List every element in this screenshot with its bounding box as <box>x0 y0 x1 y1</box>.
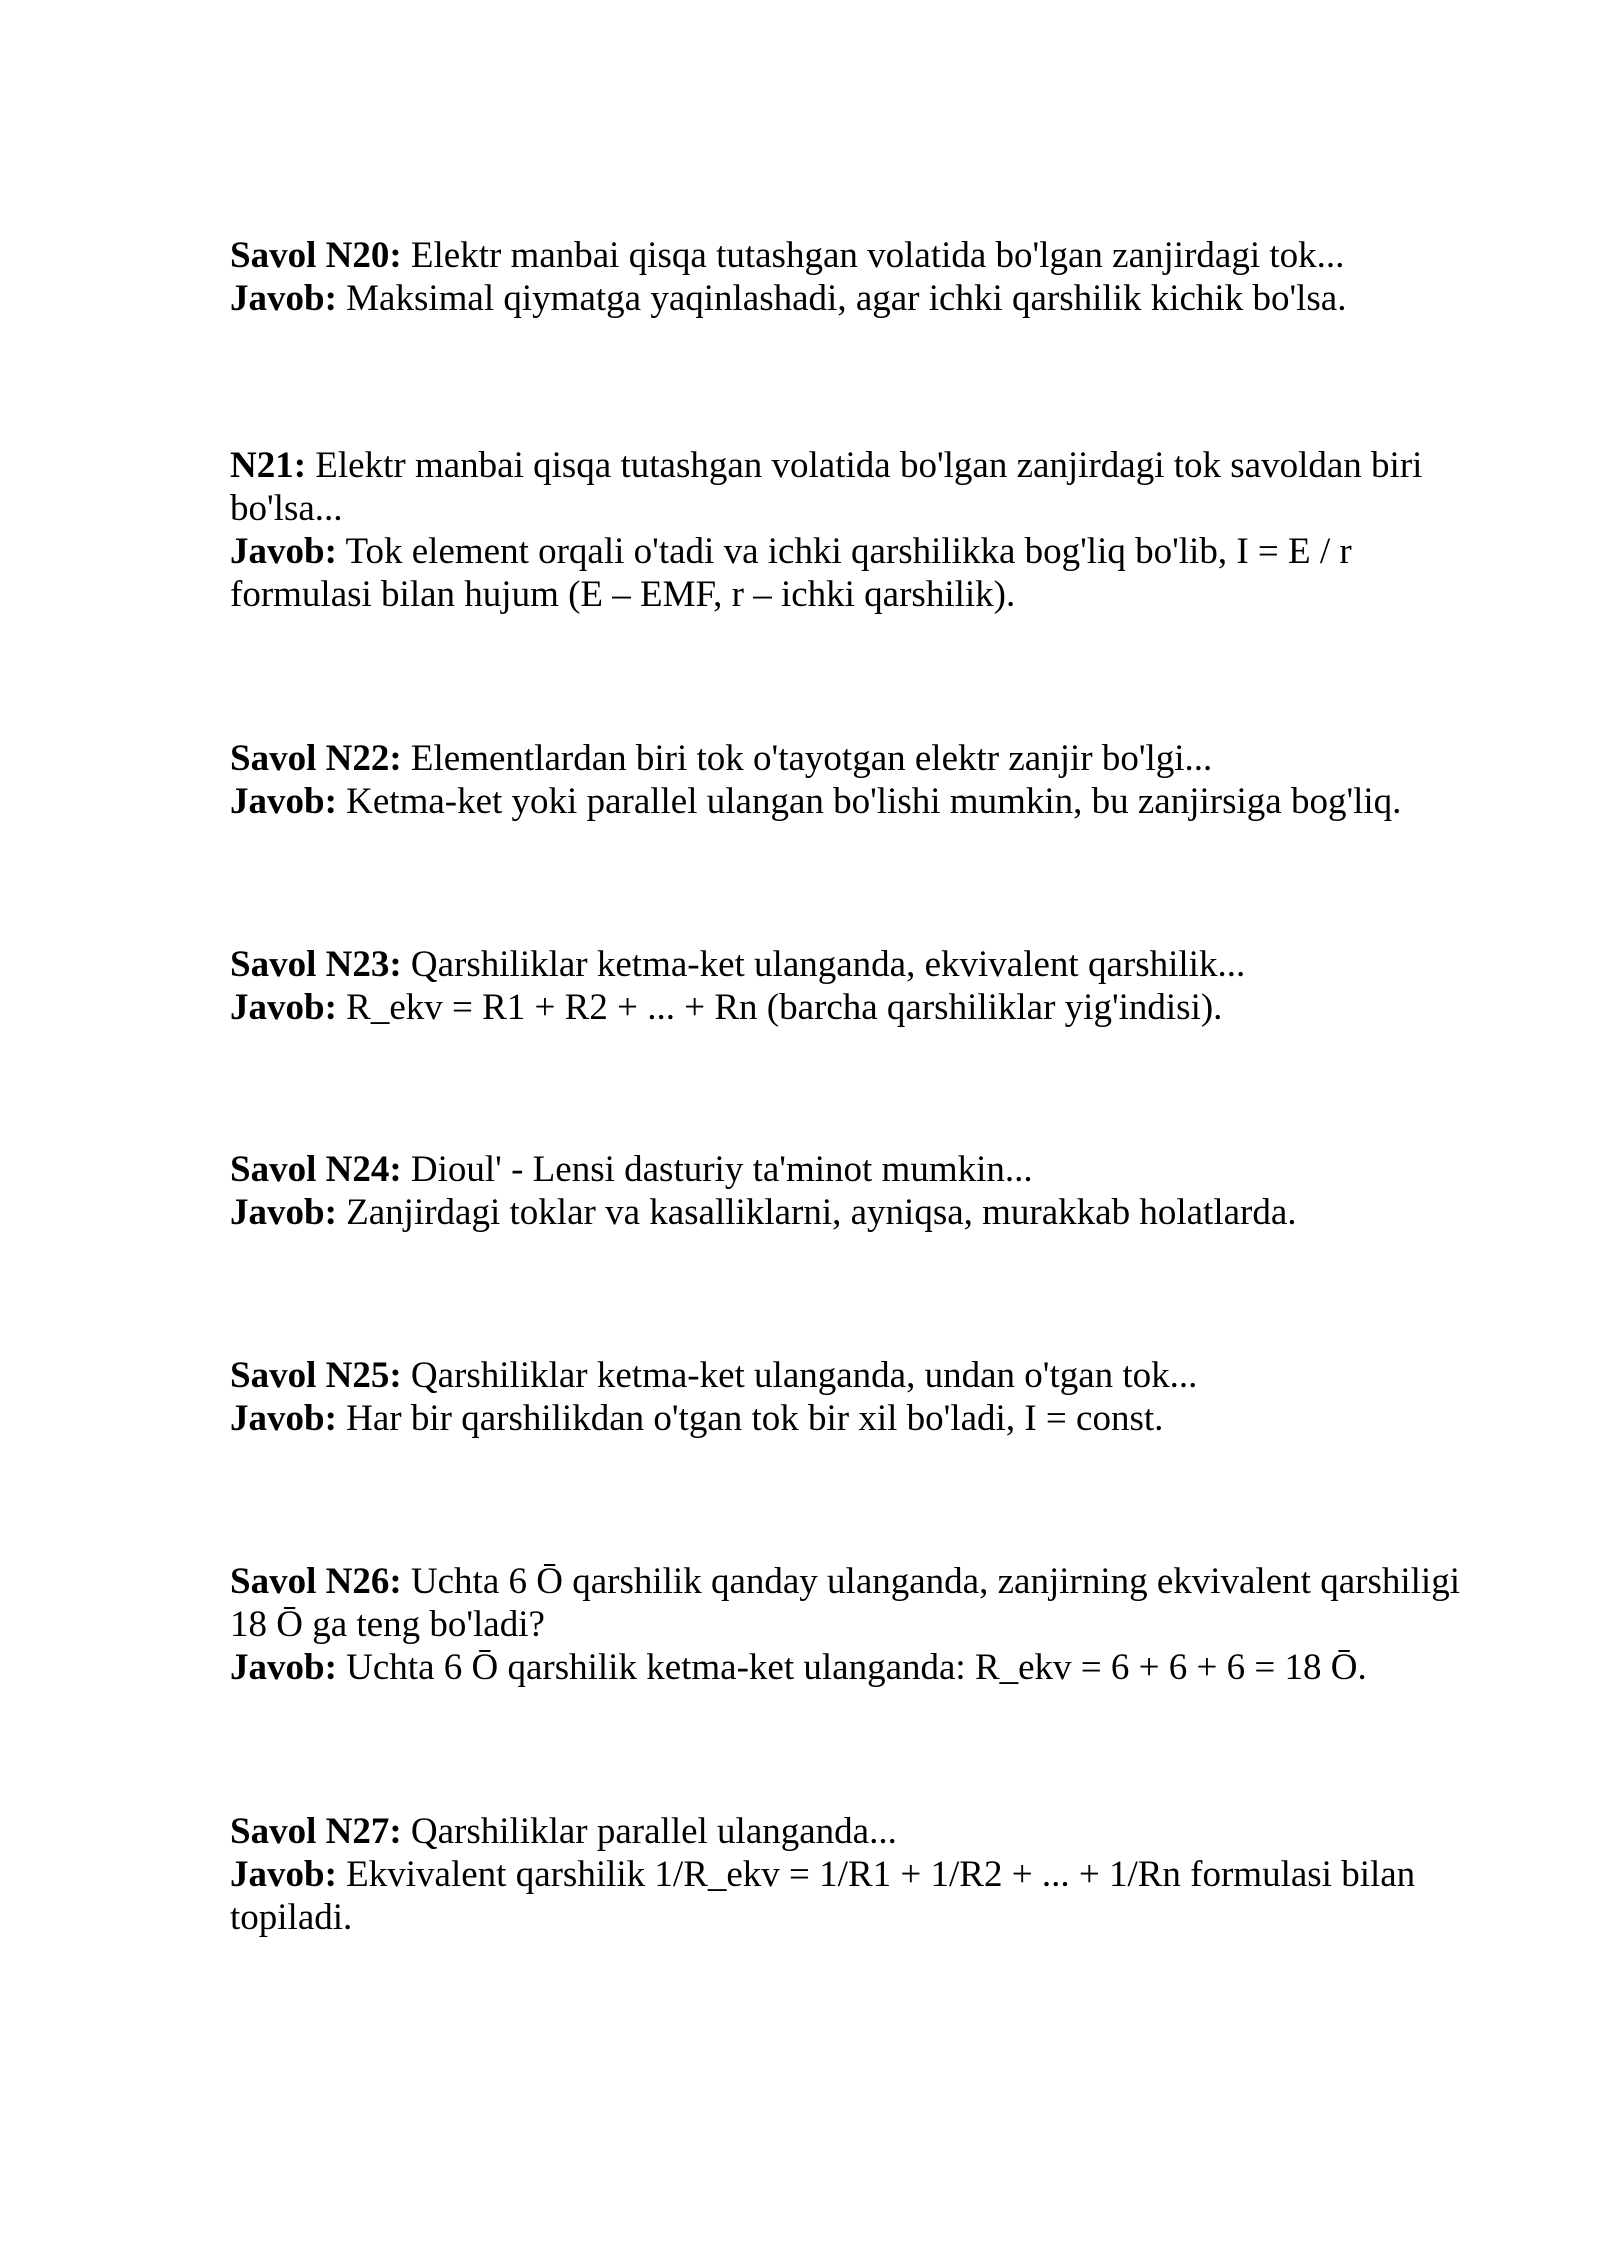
question-label: Savol N24: <box>230 1149 402 1190</box>
answer-label: Javob: <box>230 1647 337 1688</box>
question-text: Qarshiliklar ketma-ket ulanganda, undan o'tgan tok... <box>401 1355 1198 1396</box>
question-text: Dioul' - Lensi dasturiy ta'minot mumkin... <box>401 1149 1033 1190</box>
qa-block-n23 <box>230 943 1500 1029</box>
answer-text: Ketma-ket yoki parallel ulangan bo'lishi mumkin, bu zanjirsiga bog'liq. <box>336 781 1402 822</box>
answer-label: Javob: <box>230 1192 337 1233</box>
question-text: Qarshiliklar parallel ulanganda... <box>401 1811 897 1852</box>
answer-text: Har bir qarshilikdan o'tgan tok bir xil bo'ladi, I = const. <box>336 1398 1164 1439</box>
question-label: Savol N25: <box>230 1355 402 1396</box>
answer-line <box>230 780 1500 823</box>
question-text: Elementlardan biri tok o'tayotgan elektr zanjir bo'lgi... <box>401 738 1213 779</box>
question-line <box>230 1148 1500 1191</box>
question-label: Savol N27: <box>230 1811 402 1852</box>
qa-block-n27 <box>230 1810 1500 1939</box>
answer-label: Javob: <box>230 987 337 1028</box>
question-text: Elektr manbai qisqa tutashgan volatida bo'lgan zanjirdagi tok... <box>401 235 1345 276</box>
question-label: Savol N26: <box>230 1561 402 1602</box>
answer-label: Javob: <box>230 1398 337 1439</box>
answer-text: Tok element orqali o'tadi va ichki qarshilikka bog'liq bo'lib, I = E / r formulasi bilan hujum (E – EMF, r – ichki qarshilik). <box>230 531 1352 615</box>
answer-line <box>230 986 1500 1029</box>
qa-block-n21 <box>230 444 1500 616</box>
question-label: Savol N23: <box>230 944 402 985</box>
question-line <box>230 1560 1500 1646</box>
answer-label: Javob: <box>230 781 337 822</box>
answer-line <box>230 1397 1500 1440</box>
answer-text: Zanjirdagi toklar va kasalliklarni, ayniqsa, murakkab holatlarda. <box>336 1192 1297 1233</box>
answer-line <box>230 1191 1500 1234</box>
answer-label: Javob: <box>230 531 337 572</box>
question-line <box>230 444 1500 530</box>
answer-text: Maksimal qiymatga yaqinlashadi, agar ichki qarshilik kichik bo'lsa. <box>336 278 1347 319</box>
answer-text: Uchta 6 Ō qarshilik ketma-ket ulanganda: R_ekv = 6 + 6 + 6 = 18 Ō. <box>336 1647 1367 1688</box>
answer-label: Javob: <box>230 1854 337 1895</box>
question-label: Savol N22: <box>230 738 402 779</box>
question-text: Qarshiliklar ketma-ket ulanganda, ekvivalent qarshilik... <box>401 944 1246 985</box>
question-line <box>230 234 1500 277</box>
qa-block-n25 <box>230 1354 1500 1440</box>
qa-block-n20 <box>230 234 1500 320</box>
question-text: Elektr manbai qisqa tutashgan volatida bo'lgan zanjirdagi tok savoldan biri bo'lsa... <box>230 445 1423 529</box>
qa-block-n24 <box>230 1148 1500 1234</box>
answer-line <box>230 1646 1500 1689</box>
question-label: Savol N20: <box>230 235 402 276</box>
question-text: Uchta 6 Ō qarshilik qanday ulanganda, zanjirning ekvivalent qarshiligi 18 Ō ga teng bo'ladi? <box>230 1561 1460 1645</box>
question-line <box>230 943 1500 986</box>
question-line <box>230 1354 1500 1397</box>
answer-line <box>230 277 1500 320</box>
answer-line <box>230 1853 1500 1939</box>
answer-text: R_ekv = R1 + R2 + ... + Rn (barcha qarshiliklar yig'indisi). <box>336 987 1223 1028</box>
question-line <box>230 1810 1500 1853</box>
answer-label: Javob: <box>230 278 337 319</box>
question-label: N21: <box>230 445 307 486</box>
qa-block-n26 <box>230 1560 1500 1689</box>
answer-text: Ekvivalent qarshilik 1/R_ekv = 1/R1 + 1/R2 + ... + 1/Rn formulasi bilan topiladi. <box>230 1854 1416 1938</box>
qa-block-n22 <box>230 737 1500 823</box>
answer-line <box>230 530 1500 616</box>
question-line <box>230 737 1500 780</box>
